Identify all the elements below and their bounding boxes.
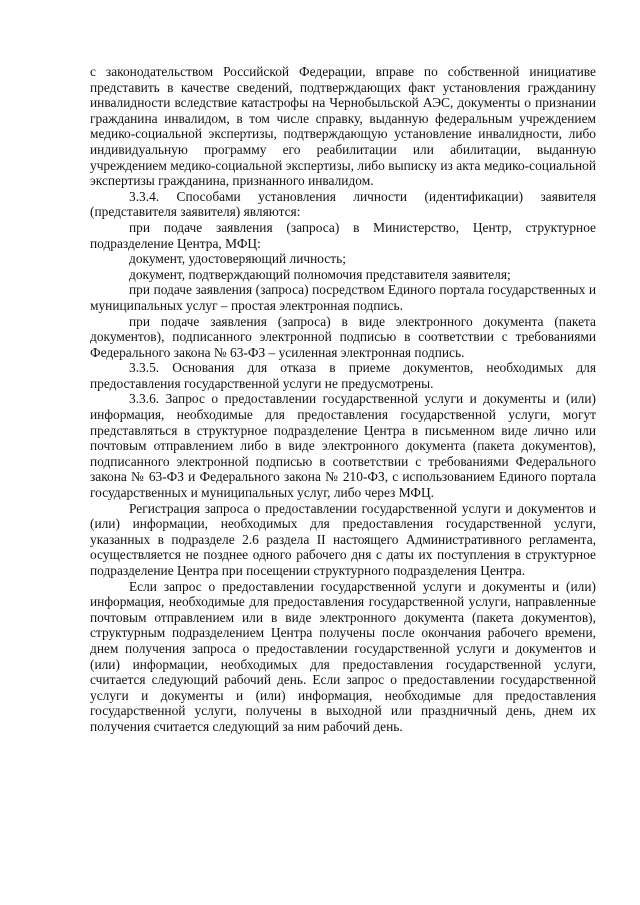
paragraph-3-3-6: 3.3.6. Запрос о предоставлении государственной услуги и документы и (или) информация, необходимые для предоставления государственной услуги, могут представляться в структурное подразделение Центра в письменном виде лично или почтовым отправлением либо в виде электронного документа (пакета документов), подписанного электронной подписью в соответствии с требованиями Федерального закона № 63-ФЗ и Федерального закона № 210-ФЗ, с использованием Единого портала государственных и муниципальных услуг, либо через МФЦ. bbox=[90, 391, 596, 501]
paragraph-registration: Регистрация запроса о предоставлении государственной услуги и документов и (или) информации, необходимых для предоставления государственной услуги, указанных в подразделе 2.6 раздела II настоящего Административного регламента, осуществляется не позднее одного рабочего дня с даты их поступления в структурное подразделение Центра при посещении структурного подразделения Центра. bbox=[90, 500, 596, 578]
list-item-identity-document: документ, удостоверяющий личность; bbox=[129, 251, 346, 267]
paragraph-submission-electronic: при подаче заявления (запроса) в виде электронного документа (пакета документов), подписанного электронной подписью в соответствии с требованиями Федерального закона № 63-ФЗ – усиленная электронная подпись. bbox=[90, 313, 596, 360]
paragraph-after-hours: Если запрос о предоставлении государственной услуги и документы и (или) информация, необходимые для предоставления государственной услуги, направленные почтовым отправлением или в виде электронного документа (пакета документов), структурным подразделением Центра получены после окончания рабочего времени, днем получения запроса о предоставлении государственной услуги и документов и (или) информации, необходимых для предоставления государственной услуги, считается следующий рабочий день. Если запрос о предоставлении государственной услуги и документы и (или) информация, необходимые для предоставления государственной услуги, получены в выходной или праздничный день, днем их получения считается следующий за ним рабочий день. bbox=[90, 578, 596, 734]
paragraph-continuation: с законодательством Российской Федерации, вправе по собственной инициативе представить в качестве сведений, подтверждающих факт установления гражданину инвалидности вследствие катастрофы на Чернобыльской АЭС, документы о признании гражданина инвалидом, в том числе справку, выданную федеральным учреждением медико-социальной экспертизы, подтверждающую установление инвалидности, либо индивидуальную программу его реабилитации или абилитации, выданную учреждением медико-социальной экспертизы, либо выписку из акта медико-социальной экспертизы гражданина, признанного инвалидом. bbox=[90, 64, 596, 189]
document-page bbox=[90, 64, 596, 735]
paragraph-3-3-5: 3.3.5. Основания для отказа в приеме документов, необходимых для предоставления государственной услуги не предусмотрены. bbox=[90, 360, 596, 391]
paragraph-3-3-4: 3.3.4. Способами установления личности (идентификации) заявителя (представителя заявителя) являются: bbox=[90, 188, 596, 220]
paragraph-submission-in-person: при подаче заявления (запроса) в Министерство, Центр, структурное подразделение Центра, МФЦ: bbox=[90, 219, 596, 251]
paragraph-submission-portal: при подаче заявления (запроса) посредством Единого портала государственных и муниципальных услуг – простая электронная подпись. bbox=[90, 282, 596, 313]
list-item-authority-document: документ, подтверждающий полномочия представителя заявителя; bbox=[129, 266, 511, 282]
